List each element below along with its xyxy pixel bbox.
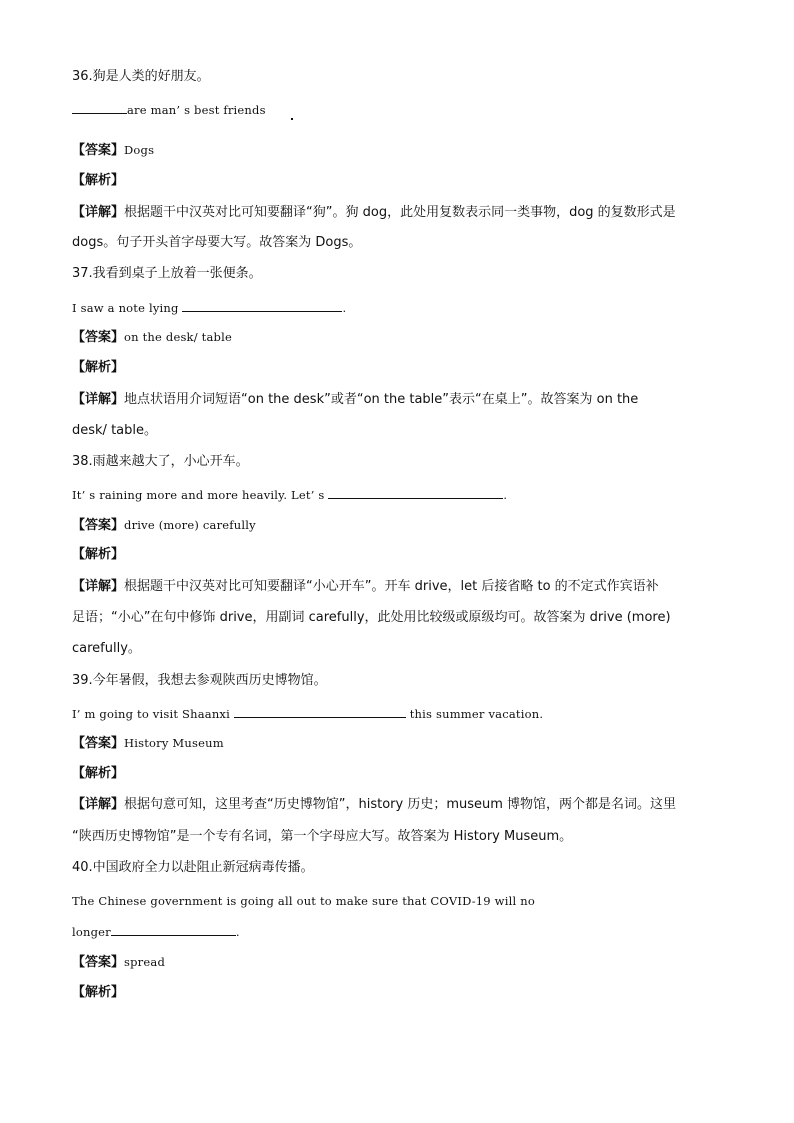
detail-39-line2: “陕西历史博物馆”是一个专有名词，第一个字母应大写。故答案为 History Museum。 [72,829,573,844]
detail-39-line1: 【详解】根据句意可知，这里考查“历史博物馆”，history 历史；museum 博物馆，两个都是名词。这里 [72,797,677,812]
answer-blank[interactable] [72,101,127,114]
question-38-title: 38.雨越来越大了，小心开车。 [72,454,249,469]
question-38-prompt: It’ s raining more and more heavily. Let’ s . [72,488,508,502]
detail-38-line2: 足语；“小心”在句中修饰 drive，用副词 carefully，此处用比较级或原级均可。故答案为 drive (more) [72,610,671,625]
answer-text: History Museum [124,736,224,750]
question-40-title: 40.中国政府全力以赴阻止新冠病毒传播。 [72,860,314,875]
question-40-prompt-line1: The Chinese government is going all out to make sure that COVID-19 will no [72,894,535,908]
question-39-title: 39.今年暑假，我想去参观陕西历史博物馆。 [72,673,327,688]
question-40-prompt-line2: longer . [72,925,240,939]
detail-38-line3: carefully。 [72,641,141,656]
answer-row-39: 【答案】History Museum [72,736,224,751]
detail-37-line1: 【详解】地点状语用介词短语“on the desk”或者“on the table”表示“在桌上”。故答案为 on the [72,392,639,407]
answer-blank[interactable] [182,299,342,312]
answer-row-36: 【答案】Dogs [72,143,155,158]
detail-36-line2: dogs。句子开头首字母要大写。故答案为 Dogs。 [72,235,362,250]
answer-blank[interactable] [111,923,236,936]
answer-text: Dogs [124,143,155,157]
answer-row-37: 【答案】on the desk/ table [72,330,232,345]
detail-38-line1: 【详解】根据题干中汉英对比可知要翻译“小心开车”。开车 drive，let 后接省略 to 的不定式作宾语补 [72,579,659,594]
stray-dot [291,118,293,120]
question-37-title: 37.我看到桌子上放着一张便条。 [72,266,262,281]
analysis-label-37: 【解析】 [72,360,125,375]
analysis-label-36: 【解析】 [72,173,125,188]
question-36-title: 36.狗是人类的好朋友。 [72,69,210,84]
analysis-label-40: 【解析】 [72,985,125,1000]
answer-blank[interactable] [234,705,406,718]
detail-36-line1: 【详解】根据题干中汉英对比可知要翻译“狗”。狗 dog，此处用复数表示同一类事物，dog 的复数形式是 [72,205,676,220]
answer-text: drive (more) carefully [124,518,256,532]
answer-text: spread [124,955,165,969]
question-37-prompt: I saw a note lying . [72,301,347,315]
answer-row-40: 【答案】spread [72,955,165,970]
answer-text: on the desk/ table [124,330,232,344]
analysis-label-39: 【解析】 [72,766,125,781]
question-36-prompt: are man’ s best friends [72,101,266,119]
detail-37-line2: desk/ table。 [72,423,157,438]
answer-blank[interactable] [328,486,503,499]
analysis-label-38: 【解析】 [72,547,125,562]
answer-row-38: 【答案】drive (more) carefully [72,518,256,533]
question-39-prompt: I’ m going to visit Shaanxi this summer vacation. [72,707,544,721]
